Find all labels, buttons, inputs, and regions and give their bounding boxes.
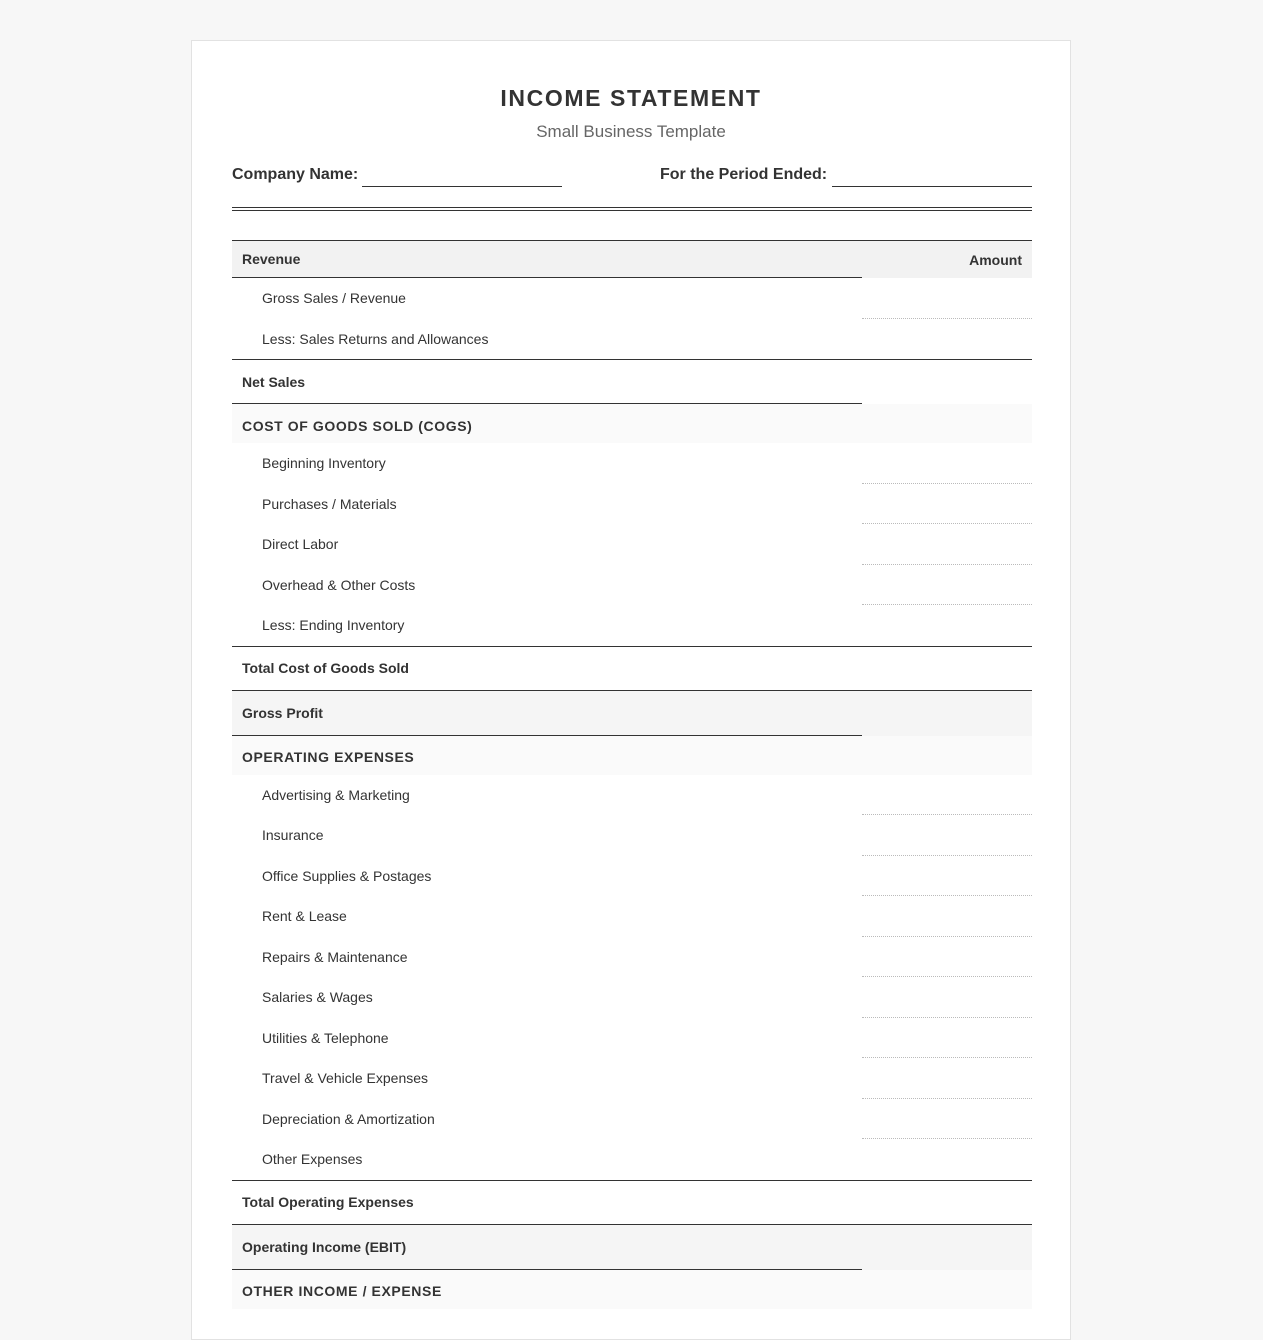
opex-section-header — [232, 736, 1032, 775]
amount-field[interactable] — [862, 1058, 1032, 1099]
income-statement-table — [232, 240, 1032, 1309]
amount-field[interactable] — [862, 319, 1032, 360]
line-item-label: Purchases / Materials — [262, 495, 397, 512]
line-item-row — [232, 856, 1032, 897]
line-item-label: Beginning Inventory — [262, 455, 386, 472]
opex-section-label: OPERATING EXPENSES — [242, 749, 415, 765]
amount-field[interactable] — [862, 937, 1032, 978]
company-name-label: Company Name: — [232, 166, 359, 183]
amount-field[interactable] — [862, 856, 1032, 897]
line-item-row — [232, 319, 1032, 360]
amount-field[interactable] — [862, 278, 1032, 319]
line-item-row — [232, 1099, 1032, 1140]
amount-field[interactable] — [862, 775, 1032, 816]
amount-field[interactable] — [862, 977, 1032, 1018]
line-item-row — [232, 896, 1032, 937]
amount-field[interactable] — [862, 815, 1032, 856]
other-section-header — [232, 1270, 1032, 1309]
amount-field[interactable] — [862, 1139, 1032, 1180]
line-item-label: Salaries & Wages — [262, 989, 373, 1006]
operating-income-amount-field[interactable] — [862, 1225, 1032, 1270]
document-page — [191, 40, 1071, 1340]
line-item-row — [232, 278, 1032, 319]
amount-field[interactable] — [862, 484, 1032, 525]
line-item-label: Overhead & Other Costs — [262, 576, 416, 593]
gross-profit-amount-field[interactable] — [862, 691, 1032, 736]
line-item-row — [232, 775, 1032, 816]
cogs-section-label: COST OF GOODS SOLD (COGS) — [242, 417, 473, 434]
operating-income-row — [232, 1225, 1032, 1270]
gross-profit-row — [232, 691, 1032, 736]
line-item-row — [232, 443, 1032, 484]
operating-income-label: Operating Income (EBIT) — [232, 1225, 862, 1270]
line-item-label: Less: Ending Inventory — [262, 617, 405, 634]
revenue-header-label: Revenue — [232, 241, 862, 278]
amount-field[interactable] — [862, 896, 1032, 937]
revenue-header-row — [232, 240, 1032, 278]
line-item-row — [232, 565, 1032, 606]
line-item-label: Direct Labor — [262, 536, 339, 553]
cogs-section-header — [232, 404, 1032, 443]
total-opex-amount-field[interactable] — [862, 1181, 1032, 1224]
document-title: INCOME STATEMENT — [500, 85, 762, 111]
section-amount-spacer — [862, 404, 1032, 443]
amount-field[interactable] — [862, 605, 1032, 646]
section-amount-spacer — [862, 736, 1032, 775]
line-item-row — [232, 1139, 1032, 1180]
line-item-row — [232, 484, 1032, 525]
net-sales-amount-field[interactable] — [862, 360, 1032, 404]
line-item-label: Rent & Lease — [262, 908, 347, 925]
line-item-label: Advertising & Marketing — [262, 786, 410, 803]
section-amount-spacer — [862, 1270, 1032, 1309]
total-opex-row — [232, 1180, 1032, 1225]
total-opex-label: Total Operating Expenses — [242, 1194, 414, 1210]
line-item-row — [232, 524, 1032, 565]
total-cogs-amount-field[interactable] — [862, 647, 1032, 690]
line-item-row — [232, 1058, 1032, 1099]
line-item-label: Less: Sales Returns and Allowances — [262, 330, 489, 347]
amount-field[interactable] — [862, 1099, 1032, 1140]
amount-column-header: Amount — [969, 251, 1022, 268]
amount-field[interactable] — [862, 443, 1032, 484]
amount-field[interactable] — [862, 1018, 1032, 1059]
net-sales-row — [232, 359, 1032, 404]
line-item-label: Other Expenses — [262, 1151, 363, 1168]
amount-field[interactable] — [862, 565, 1032, 606]
net-sales-label: Net Sales — [232, 360, 862, 404]
line-item-label: Depreciation & Amortization — [262, 1110, 435, 1127]
line-item-label: Insurance — [262, 827, 324, 844]
document-subtitle: Small Business Template — [536, 122, 726, 141]
company-name-field[interactable] — [362, 186, 562, 187]
amount-field[interactable] — [862, 524, 1032, 565]
line-item-label: Repairs & Maintenance — [262, 948, 408, 965]
header-double-rule — [232, 207, 1032, 211]
line-item-row — [232, 937, 1032, 978]
line-item-row — [232, 815, 1032, 856]
period-ended-label: For the Period Ended: — [660, 166, 828, 183]
total-cogs-label: Total Cost of Goods Sold — [242, 660, 409, 676]
line-item-label: Utilities & Telephone — [262, 1029, 389, 1046]
line-item-row — [232, 1018, 1032, 1059]
line-item-row — [232, 605, 1032, 646]
line-item-row — [232, 977, 1032, 1018]
gross-profit-label: Gross Profit — [232, 691, 862, 736]
total-cogs-row — [232, 646, 1032, 691]
line-item-label: Office Supplies & Postages — [262, 867, 432, 884]
other-section-label: OTHER INCOME / EXPENSE — [242, 1283, 442, 1299]
line-item-label: Gross Sales / Revenue — [262, 290, 406, 307]
line-item-label: Travel & Vehicle Expenses — [262, 1070, 429, 1087]
period-ended-field[interactable] — [832, 186, 1032, 187]
